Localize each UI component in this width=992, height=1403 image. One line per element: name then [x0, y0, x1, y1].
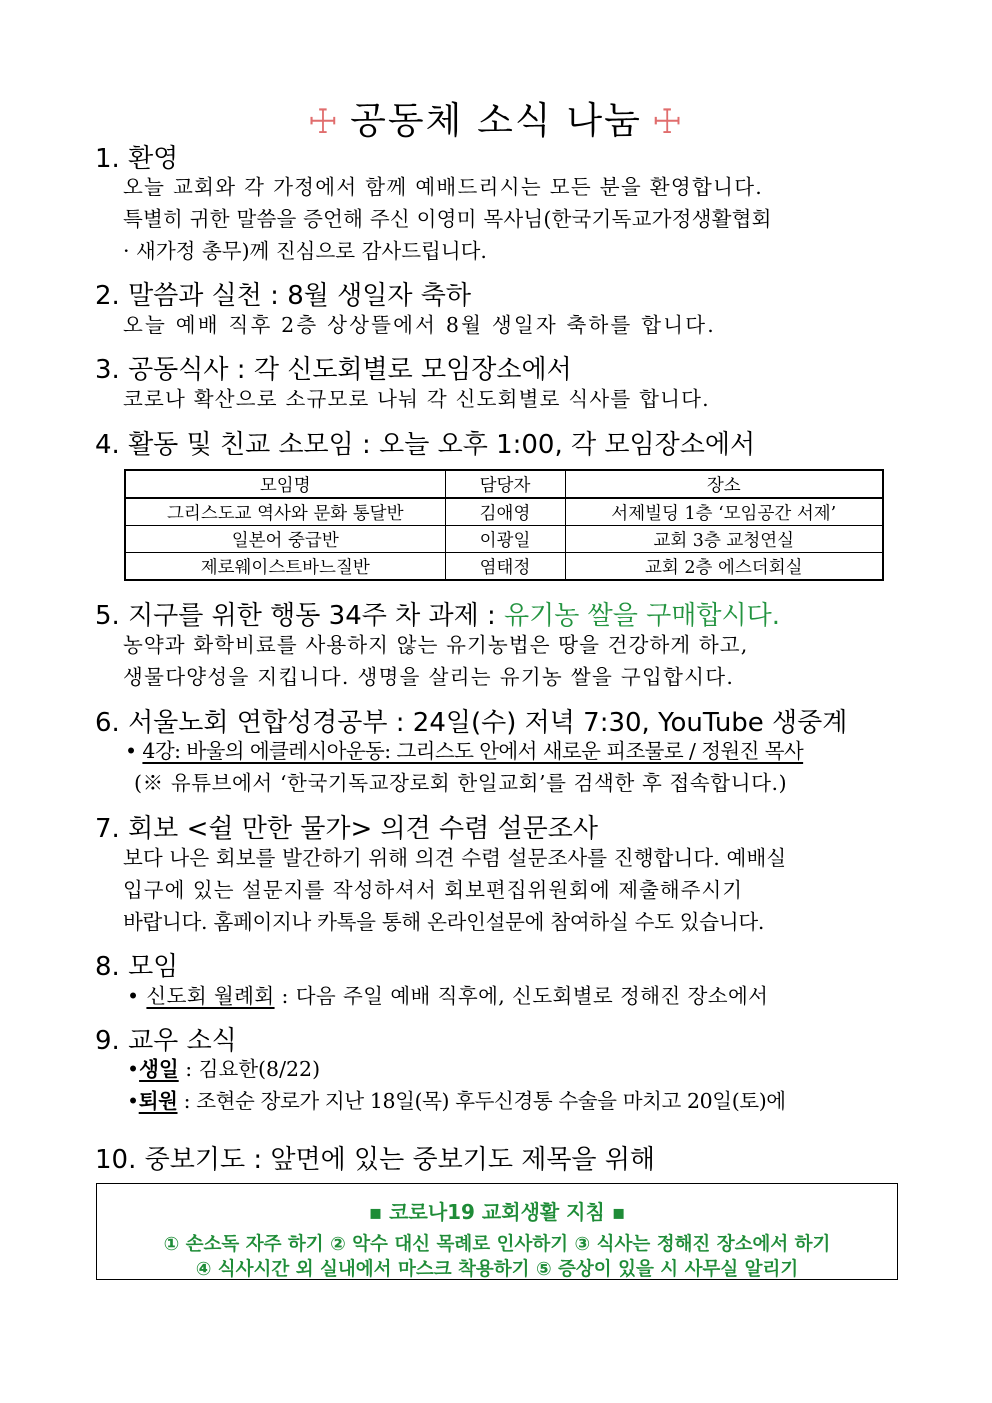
- bullet: •: [127, 984, 140, 1008]
- welcome-line: 오늘 교회와 각 가정에서 함께 예배드리시는 모든 분을 환영합니다.: [123, 175, 764, 199]
- member-news-item: [127, 1059, 320, 1080]
- section-heading-survey: 7. 회보 <쉴 만한 물가> 의견 수렴 설문조사: [95, 814, 598, 844]
- bullet: •: [125, 739, 137, 763]
- section-heading-birthday: 2. 말씀과 실천 : 8월 생일자 축하: [95, 281, 471, 311]
- section-heading-welcome: 1. 환영: [95, 144, 179, 174]
- cross-icon: ☩: [651, 102, 685, 142]
- table-cell: 일본어 중급반: [125, 526, 445, 553]
- group-table: [124, 469, 884, 581]
- section-heading-bible-study: 6. 서울노회 연합성경공부 : 24일(수) 저녁 7:30, YouTube 생중계: [95, 708, 848, 738]
- table-cell: 염태정: [445, 553, 565, 581]
- earth-action-line: 농약과 화학비료를 사용하지 않는 유기농법은 땅을 건강하게 하고,: [123, 633, 749, 657]
- covid-guidelines-title: ▪ 코로나19 교회생활 지침 ▪: [368, 1200, 626, 1224]
- welcome-line: 특별히 귀한 말씀을 증언해 주신 이영미 목사님(한국기독교가정생활협회: [123, 207, 772, 231]
- lecture-item: [125, 741, 803, 762]
- page-title: [0, 90, 992, 144]
- column-header: 모임명: [125, 470, 445, 498]
- covid-guideline-line: ① 손소독 자주 하기 ② 악수 대신 목례로 인사하기 ③ 식사는 정해진 장소에서 하기: [163, 1234, 831, 1255]
- section-heading-groups: 4. 활동 및 친교 소모임 : 오늘 오후 1:00, 각 모임장소에서: [95, 430, 756, 460]
- table-row: [125, 498, 883, 526]
- member-news-text: : 조현순 장로가 지난 18일(목) 후두신경통 수술을 마치고 20일(토)에: [177, 1089, 786, 1113]
- meal-line: 코로나 확산으로 소규모로 나눠 각 신도회별로 식사를 합니다.: [123, 387, 710, 411]
- member-news-label: 퇴원: [138, 1089, 178, 1113]
- page-title-text: 공동체 소식 나눔: [350, 99, 642, 142]
- survey-line: 보다 나은 회보를 발간하기 위해 의견 수렴 설문조사를 진행합니다. 예배실: [123, 846, 787, 870]
- section-heading-meetings: 8. 모임: [95, 952, 179, 982]
- table-row: [125, 526, 883, 553]
- covid-guideline-line: ④ 식사시간 외 실내에서 마스크 착용하기 ⑤ 증상이 있을 시 사무실 알리기: [195, 1258, 799, 1280]
- table-header-row: [125, 470, 883, 498]
- table-cell: 이광일: [445, 526, 565, 553]
- section-heading-meal: 3. 공동식사 : 각 신도회별로 모임장소에서: [95, 355, 572, 385]
- column-header: 담당자: [445, 470, 565, 498]
- member-news-item: [127, 1091, 786, 1112]
- birthday-line: 오늘 예배 직후 2층 상상뜰에서 8월 생일자 축하를 합니다.: [123, 313, 716, 337]
- table-cell: 교회 3층 교청연실: [565, 526, 883, 553]
- section-heading-intercession: 10. 중보기도 : 앞면에 있는 중보기도 제목을 위해: [95, 1145, 656, 1175]
- covid-guidelines-box: [96, 1183, 898, 1280]
- member-news-label: 생일: [139, 1057, 179, 1081]
- earth-action-highlight: 유기농 쌀을 구매합시다.: [504, 601, 781, 631]
- welcome-line: · 새가정 총무)께 진심으로 감사드립니다.: [123, 239, 487, 263]
- earth-action-line: 생물다양성을 지킵니다. 생명을 살리는 유기농 쌀을 구입합시다.: [123, 665, 735, 689]
- survey-line: 입구에 있는 설문지를 작성하셔서 회보편집위원회에 제출해주시기: [123, 878, 744, 902]
- meeting-text: : 다음 주일 예배 직후에, 신도회별로 정해진 장소에서: [274, 984, 769, 1008]
- bullet: •: [127, 1089, 139, 1113]
- table-cell: 교회 2층 에스더회실: [565, 553, 883, 581]
- survey-line: 바랍니다. 홈페이지나 카톡을 통해 온라인설문에 참여하실 수도 있습니다.: [123, 910, 765, 934]
- member-news-text: : 김요한(8/22): [178, 1057, 321, 1081]
- lecture-title: 4강: 바울의 에클레시아운동: 그리스도 안에서 새로운 피조물로 / 정원진 목사: [142, 739, 804, 763]
- earth-action-heading-text: 5. 지구를 위한 행동 34주 차 과제 :: [95, 601, 505, 631]
- table-cell: 김애영: [445, 498, 565, 526]
- lecture-note: (※ 유튜브에서 ‘한국기독교장로회 한일교회’를 검색한 후 접속합니다.): [134, 771, 788, 795]
- table-cell: 서제빌딩 1층 ‘모임공간 서제’: [565, 498, 883, 526]
- table-row: [125, 553, 883, 581]
- column-header: 장소: [565, 470, 883, 498]
- meeting-item: [127, 986, 768, 1007]
- section-heading-earth-action: [95, 603, 780, 629]
- meeting-label: 신도회 월례회: [146, 984, 275, 1008]
- table-cell: 그리스도교 역사와 문화 통달반: [125, 498, 445, 526]
- cross-icon: ☩: [307, 102, 341, 142]
- bullet: •: [127, 1057, 140, 1081]
- section-heading-member-news: 9. 교우 소식: [95, 1026, 237, 1056]
- table-cell: 제로웨이스트바느질반: [125, 553, 445, 581]
